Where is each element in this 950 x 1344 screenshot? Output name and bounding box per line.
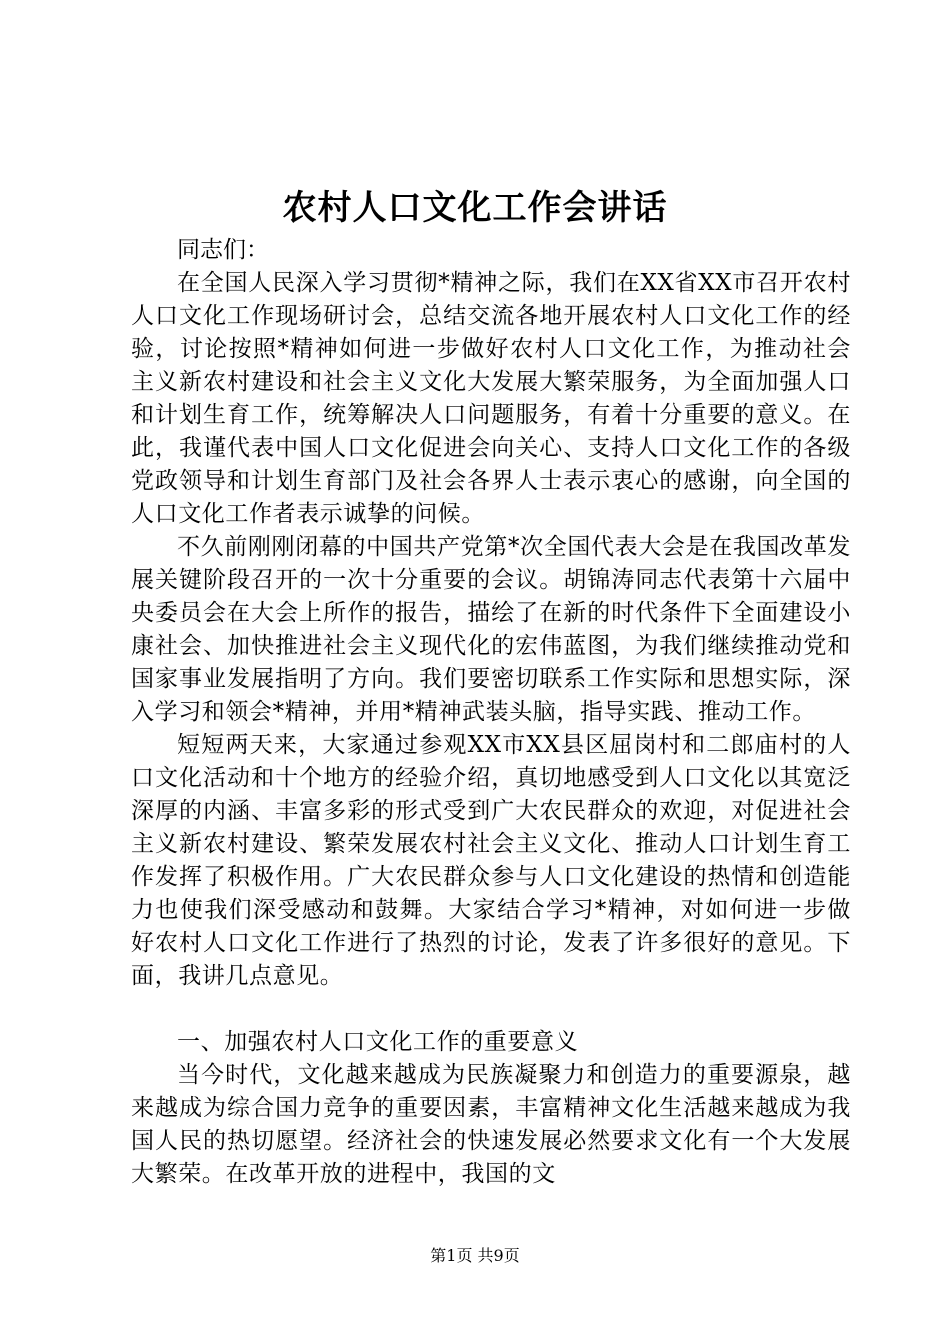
page-footer: 第1页 共9页	[430, 1246, 520, 1265]
document-title: 农村人口文化工作会讲话	[282, 188, 668, 228]
section-heading: 一、加强农村人口文化工作的重要意义	[177, 1029, 579, 1055]
document-body	[131, 234, 851, 1191]
paragraph-2: 不久前刚刚闭幕的中国共产党第*次全国代表大会是在我国改革发展关键阶段召开的一次十分重要的会议。胡锦涛同志代表第十六届中央委员会在大会上所作的报告，描绘了在新的时代条件下全面建设小康社会、加快推进社会主义现代化的宏伟蓝图，为我们继续推动党和国家事业发展指明了方向。我们要密切联系工作实际和思想实际，深入学习和领会*精神，并用*精神武装头脑，指导实践、推动工作。	[131, 534, 851, 725]
paragraph-1: 在全国人民深入学习贯彻*精神之际，我们在XX省XX市召开农村人口文化工作现场研讨会，总结交流各地开展农村人口文化工作的经验，讨论按照*精神如何进一步做好农村人口文化工作，为推动社会主义新农村建设和社会主义文化大发展大繁荣服务，为全面加强人口和计划生育工作，统筹解决人口问题服务，有着十分重要的意义。在此，我谨代表中国人口文化促进会向关心、支持人口文化工作的各级党政领导和计划生育部门及社会各界人士表示衷心的感谢，向全国的人口文化工作者表示诚挚的问候。	[131, 270, 851, 527]
paragraph-spacer	[131, 993, 851, 1026]
salutation: 同志们：	[177, 237, 269, 263]
paragraph-3: 短短两天来，大家通过参观XX市XX县区屈岗村和二郎庙村的人口文化活动和十个地方的经验介绍，真切地感受到人口文化以其宽泛深厚的内涵、丰富多彩的形式受到广大农民群众的欢迎，对促进社会主义新农村建设、繁荣发展农村社会主义文化、推动人口计划生育工作发挥了积极作用。广大农民群众参与人口文化建设的热情和创造能力也使我们深受感动和鼓舞。大家结合学习*精神，对如何进一步做好农村人口文化工作进行了热烈的讨论，发表了许多很好的意见。下面，我讲几点意见。	[131, 732, 851, 989]
section-paragraph: 当今时代，文化越来越成为民族凝聚力和创造力的重要源泉，越来越成为综合国力竞争的重要因素，丰富精神文化生活越来越成为我国人民的热切愿望。经济社会的快速发展必然要求文化有一个大发展大繁荣。在改革开放的进程中，我国的文	[131, 1062, 851, 1187]
